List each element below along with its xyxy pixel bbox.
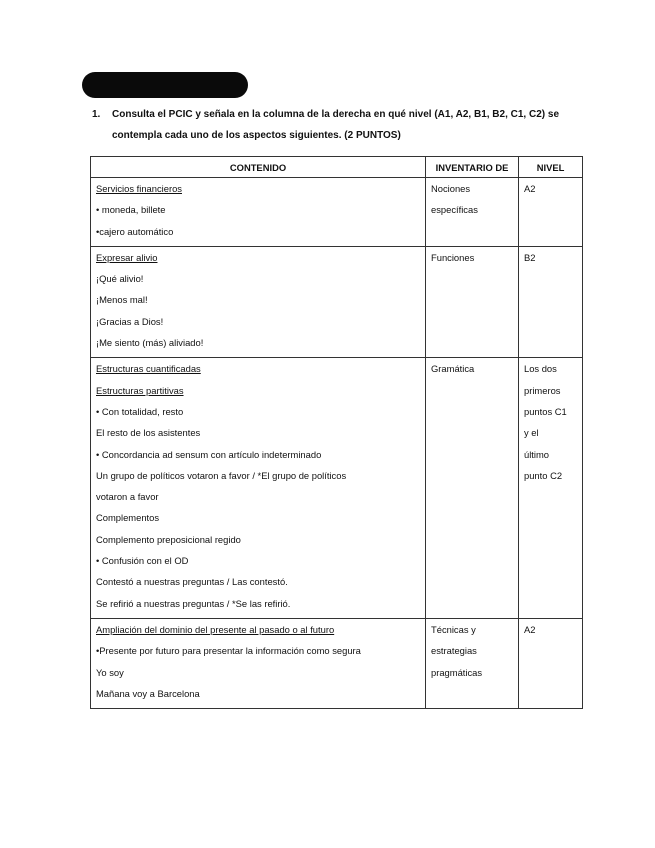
contenido-line: votaron a favor — [96, 491, 159, 503]
cell-nivel — [519, 358, 583, 619]
cell-inventario — [426, 618, 519, 708]
contenido-line: ¡Gracias a Dios! — [96, 315, 164, 327]
contenido-line: Complemento preposicional regido — [96, 533, 241, 545]
contenido-line: Mañana voy a Barcelona — [96, 687, 200, 699]
inventario-line: Gramática — [431, 363, 475, 375]
cell-contenido — [91, 358, 426, 619]
contenido-line: ¡Me siento (más) aliviado! — [96, 337, 204, 349]
nivel-line: puntos C1 — [524, 405, 567, 417]
contenido-line: •cajero automático — [96, 225, 174, 237]
contenido-line: ¡Qué alivio! — [96, 273, 144, 285]
cell-nivel — [519, 178, 583, 247]
inventario-line: Nociones — [431, 183, 471, 194]
nivel-line: primeros — [524, 384, 561, 396]
cell-nivel — [519, 246, 583, 357]
inventario-line: específicas — [431, 204, 478, 216]
contenido-line: Servicios financieros — [96, 183, 182, 194]
cell-nivel — [519, 618, 583, 708]
table-row — [91, 246, 583, 357]
inventario-line: Técnicas y — [431, 623, 476, 635]
contenido-line: Expresar alivio — [96, 251, 158, 263]
nivel-line: y el — [524, 427, 539, 439]
contenido-line: Se refirió a nuestras preguntas / *Se las refirió. — [96, 597, 291, 609]
inventario-line: estrategias — [431, 645, 477, 657]
contenido-line: • Confusión con el OD — [96, 555, 189, 567]
contenido-line: • Concordancia ad sensum con artículo indeterminado — [96, 448, 322, 460]
contenido-line: Estructuras partitivas — [96, 384, 184, 396]
header-inventario: INVENTARIO DE — [426, 157, 519, 178]
question-number: 1. — [92, 109, 101, 120]
cell-inventario — [426, 178, 519, 247]
nivel-line: último — [524, 448, 550, 460]
contenido-line: • moneda, billete — [96, 204, 166, 216]
question-text: Consulta el PCIC y señala en la columna de la derecha en qué nivel (A1, A2, B1, B2, C1, C2) se contempla cada uno de los aspectos siguientes. (2 PUNTOS) — [112, 109, 560, 141]
header-nivel: NIVEL — [519, 157, 583, 178]
inventario-line: Funciones — [431, 251, 475, 263]
nivel-line: A2 — [524, 623, 536, 635]
contenido-line: ¡Menos mal! — [96, 294, 148, 306]
table-row — [91, 178, 583, 247]
nivel-line: Los dos — [524, 363, 557, 375]
header-contenido: CONTENIDO — [91, 157, 426, 178]
contenido-line: Contestó a nuestras preguntas / Las contestó. — [96, 576, 288, 588]
table-row — [91, 358, 583, 619]
table-header-row — [91, 157, 583, 178]
contenido-line: • Con totalidad, resto — [96, 405, 184, 417]
cell-contenido — [91, 246, 426, 357]
cell-inventario — [426, 358, 519, 619]
contenido-line: Complementos — [96, 512, 160, 524]
cell-contenido — [91, 178, 426, 247]
cell-contenido — [91, 618, 426, 708]
contenido-line: Yo soy — [96, 666, 124, 678]
question-1 — [92, 104, 582, 146]
contenido-line: Ampliación del dominio del presente al pasado o al futuro — [96, 623, 335, 635]
nivel-line: A2 — [524, 183, 536, 194]
contenido-line: Un grupo de políticos votaron a favor / *El grupo de políticos — [96, 469, 347, 481]
contenido-line: •Presente por futuro para presentar la información como segura — [96, 645, 361, 657]
contenido-line: El resto de los asistentes — [96, 427, 201, 439]
contenido-line: Estructuras cuantificadas — [96, 363, 201, 375]
table-row — [91, 618, 583, 708]
nivel-line: punto C2 — [524, 469, 563, 481]
nivel-line: B2 — [524, 251, 536, 263]
redacted-name — [82, 72, 248, 98]
inventario-line: pragmáticas — [431, 666, 483, 678]
levels-table — [90, 156, 583, 709]
cell-inventario — [426, 246, 519, 357]
